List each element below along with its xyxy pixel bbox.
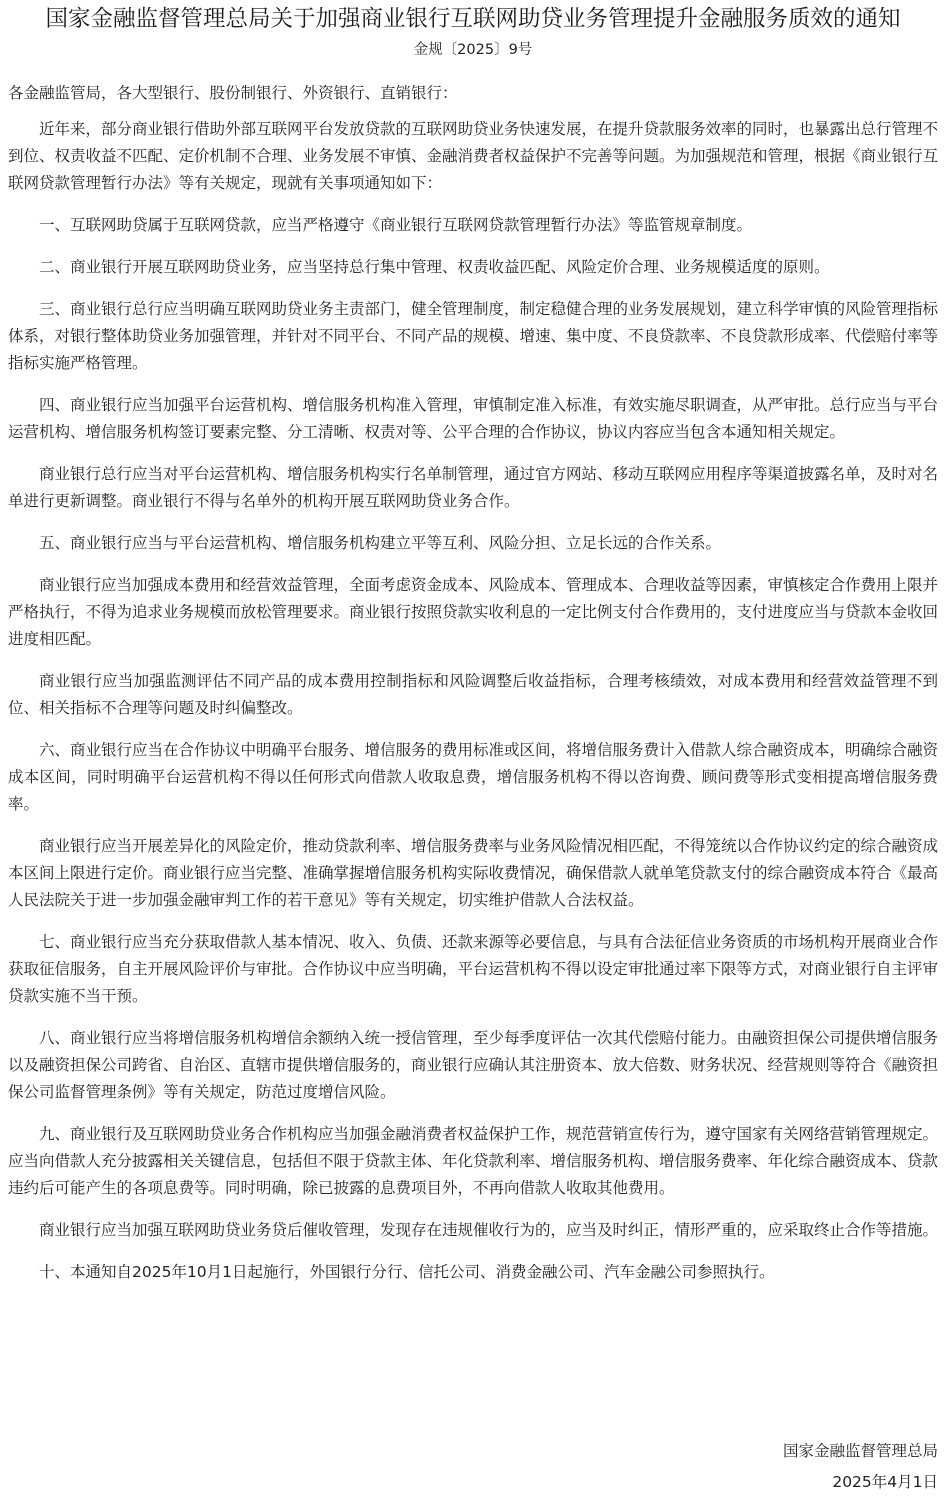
paragraph-item-2: 二、商业银行开展互联网助贷业务，应当坚持总行集中管理、权责收益匹配、风险定价合理、业务规模适度的原则。 bbox=[39, 258, 830, 276]
paragraph-item-4: 四、商业银行应当加强平台运营机构、增信服务机构准入管理，审慎制定准入标准，有效实施尽职调查，从严审批。总行应当与平台运营机构、增信服务机构签订要素完整、分工清晰、权责对等、公平合理的合作协议，协议内容应当包含本通知相关规定。 bbox=[8, 396, 939, 441]
paragraph-item-9: 九、商业银行及互联网助贷业务合作机构应当加强金融消费者权益保护工作，规范营销宣传行为，遵守国家有关网络营销管理规定。应当向借款人充分披露相关关键信息，包括但不限于贷款主体、年化贷款利率、增信服务机构、增信服务费率、年化综合融资成本、贷款违约后可能产生的各项息费等。同时明确，除已披露的息费项目外，不再向借款人收取其他费用。 bbox=[8, 1125, 939, 1197]
paragraph-item-5: 五、商业银行应当与平台运营机构、增信服务机构建立平等互利、风险分担、立足长远的合作关系。 bbox=[39, 534, 722, 552]
paragraph-item-5-cont-1: 商业银行应当加强成本费用和经营效益管理，全面考虑资金成本、风险成本、管理成本、合理收益等因素，审慎核定合作费用上限并严格执行，不得为追求业务规模而放松管理要求。商业银行按照贷款实收利息的一定比例支付合作费用的，支付进度应当与贷款本金收回进度相匹配。 bbox=[8, 576, 939, 648]
paragraph-item-3: 三、商业银行总行应当明确互联网助贷业务主责部门，健全管理制度，制定稳健合理的业务发展规划，建立科学审慎的风险管理指标体系，对银行整体助贷业务加强管理，并针对不同平台、不同产品的规模、增速、集中度、不良贷款率、不良贷款形成率、代偿赔付率等指标实施严格管理。 bbox=[8, 300, 939, 372]
document-title: 国家金融监督管理总局关于加强商业银行互联网助贷业务管理提升金融服务质效的通知 bbox=[45, 6, 901, 32]
paragraph-item-9-cont: 商业银行应当加强互联网助贷业务贷后催收管理，发现存在违规催收行为的，应当及时纠正，情形严重的，应采取终止合作等措施。 bbox=[39, 1221, 939, 1239]
paragraph-item-6-cont: 商业银行应当开展差异化的风险定价，推动贷款利率、增信服务费率与业务风险情况相匹配，不得笼统以合作协议约定的综合融资成本区间上限进行定价。商业银行应当完整、准确掌握增信服务机构实际收费情况，确保借款人就单笔贷款支付的综合融资成本符合《最高人民法院关于进一步加强金融审判工作的若干意见》等有关规定，切实维护借款人合法权益。 bbox=[8, 837, 939, 909]
paragraph-item-1: 一、互联网助贷属于互联网贷款，应当严格遵守《商业银行互联网贷款管理暂行办法》等监管规章制度。 bbox=[39, 216, 753, 234]
paragraph-item-6: 六、商业银行应当在合作协议中明确平台服务、增信服务的费用标准或区间，将增信服务费计入借款人综合融资成本，明确综合融资成本区间，同时明确平台运营机构不得以任何形式向借款人收取息费，增信服务机构不得以咨询费、顾问费等形式变相提高增信服务费率。 bbox=[8, 741, 939, 813]
paragraph-item-10: 十、本通知自2025年10月1日起施行，外国银行分行、信托公司、消费金融公司、汽车金融公司参照执行。 bbox=[39, 1263, 775, 1281]
issuer-name: 国家金融监督管理总局 bbox=[782, 1442, 938, 1460]
signature-block bbox=[783, 1436, 938, 1498]
paragraph-item-5-cont-2: 商业银行应当加强监测评估不同产品的成本费用控制指标和风险调整后收益指标，合理考核绩效，对成本费用和经营效益管理不到位、相关指标不合理等问题及时纠偏整改。 bbox=[8, 672, 938, 717]
document-number: 金规〔2025〕9号 bbox=[413, 42, 533, 58]
paragraph-item-8: 八、商业银行应当将增信服务机构增信余额纳入统一授信管理，至少每季度评估一次其代偿赔付能力。由融资担保公司提供增信服务以及融资担保公司跨省、自治区、直辖市提供增信服务的，商业银行应确认其注册资本、放大倍数、财务状况、经营规则等符合《融资担保公司监督管理条例》等有关规定，防范过度增信风险。 bbox=[8, 1029, 939, 1101]
document-body bbox=[8, 116, 938, 1286]
paragraph-intro: 近年来，部分商业银行借助外部互联网平台发放贷款的互联网助贷业务快速发展，在提升贷款服务效率的同时，也暴露出总行管理不到位、权责收益不匹配、定价机制不合理、业务发展不审慎、金融消费者权益保护不完善等问题。为加强规范和管理，根据《商业银行互联网贷款管理暂行办法》等有关规定，现就有关事项通知如下： bbox=[8, 120, 939, 192]
issue-date: 2025年4月1日 bbox=[832, 1473, 938, 1491]
paragraph-item-4-cont: 商业银行总行应当对平台运营机构、增信服务机构实行名单制管理，通过官方网站、移动互联网应用程序等渠道披露名单，及时对名单进行更新调整。商业银行不得与名单外的机构开展互联网助贷业务合作。 bbox=[8, 465, 939, 510]
paragraph-item-7: 七、商业银行应当充分获取借款人基本情况、收入、负债、还款来源等必要信息，与具有合法征信业务资质的市场机构开展商业合作获取征信服务，自主开展风险评价与审批。合作协议中应当明确，平台运营机构不得以设定审批通过率下限等方式，对商业银行自主评审贷款实施不当干预。 bbox=[8, 933, 939, 1005]
addressee: 各金融监管局，各大型银行、股份制银行、外资银行、直销银行： bbox=[8, 84, 458, 102]
